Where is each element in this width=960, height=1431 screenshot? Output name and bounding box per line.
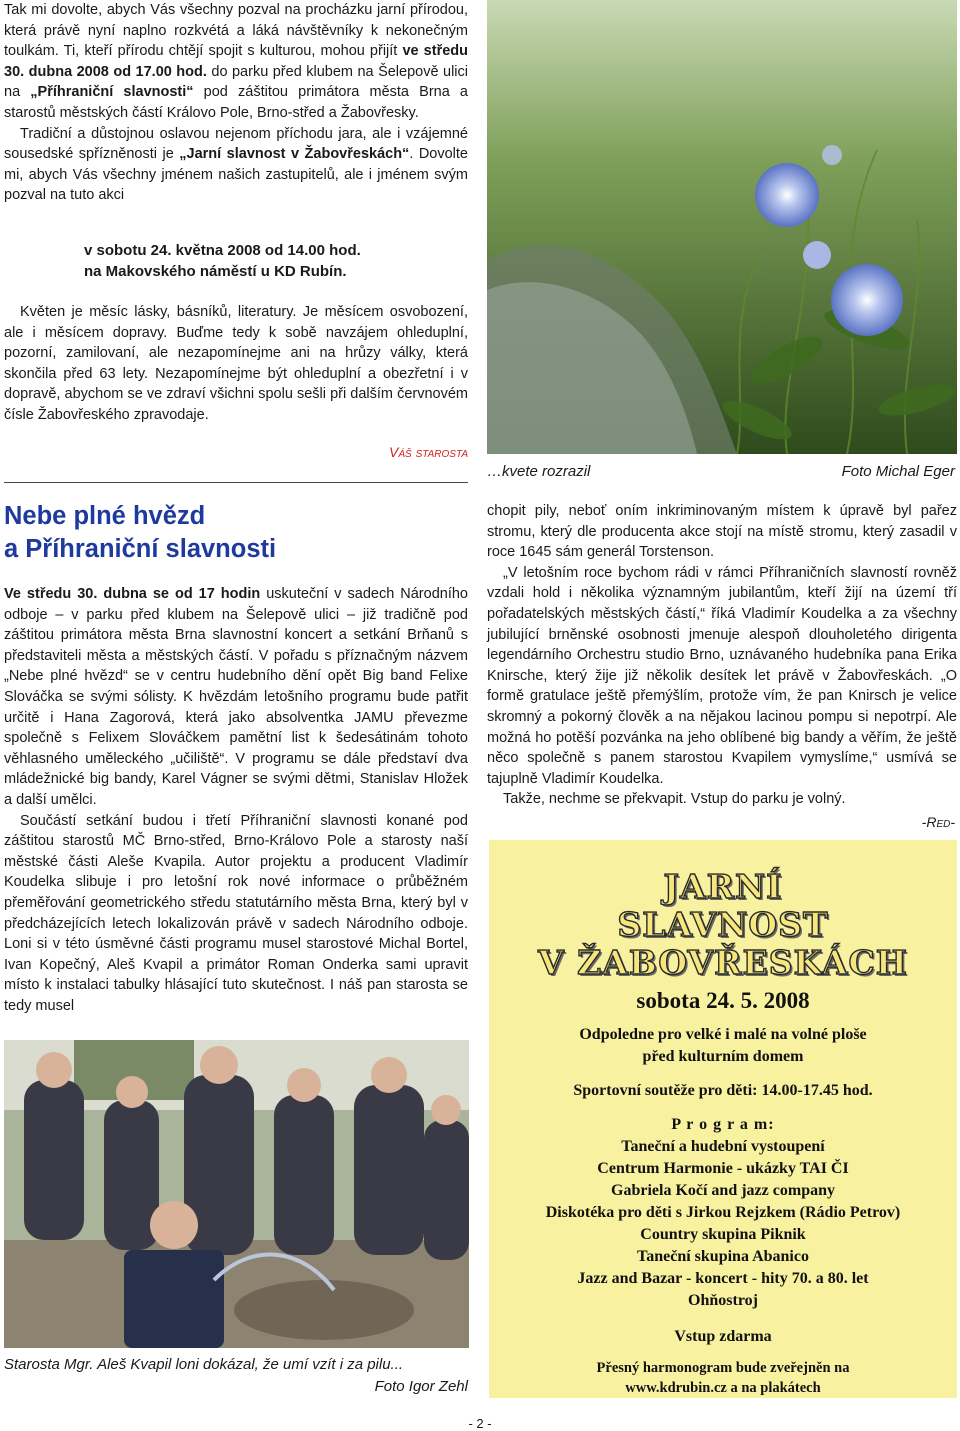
poster-program-item: Taneční a hudební vystoupení (621, 1138, 825, 1155)
article-paragraph-3: chopit pily, neboť oním inkriminovaným místem k úpravě byl pařez stromu, který dle producenta akce stojí na místě stromu, který zasadil v roce 1645 sám generál Torstenson. (487, 503, 957, 561)
article-paragraph-2: Součástí setkání budou i třetí Příhraniční slavnosti konané pod záštitou starostů MČ Brno-střed, Brno-Královo Pole a starosty naší městské části Aleše Kvapila. Autor projektu a producent Vladimír Koudelka slibuje i pro letošní rok nové informace o průběžném přeměřování geometrického středu statutárního města Brna, který byl v předcházejících letech lokalizován právě v sadech Národního odboje. Loni si v této úsměvné části programu musel starostové Michal Bortel, Ivan Kopečný, Aleš Kvapil a primátor Roman Onderka sami upravit místo k instalaci tabulky hlásající tuto skutečnost. I náš pan starosta se tedy musel (4, 812, 468, 1014)
intro-date-highlight: ve středu 30. dubna 2008 od 17.00 hod. (4, 43, 468, 80)
meeting-place: na Makovského náměstí u KD Rubín. (84, 263, 347, 280)
poster-info-1: Odpoledne pro velké i malé na volné ploše (579, 1026, 867, 1043)
intro-event-name-2: „Jarní slavnost v Žabovřeskách“ (179, 146, 410, 163)
poster-date: sobota 24. 5. 2008 (636, 988, 810, 1013)
article-text-left (4, 584, 468, 1016)
page-number: - 2 - (468, 1416, 492, 1431)
intro-paragraph-2: Tradiční a důstojnou oslavou nejenom příchodu jara, ale i vzájemné sousedské spřízněnosti je „Jarní slavnost v Žabovřeskách“. Dovolte mi, abych Vás všechny jménem našich zastupitelů, ale i jménem svým pozval na tuto akci (4, 125, 468, 204)
poster-title-line-1: JARNÍ (663, 867, 783, 906)
flower-caption: …kvete rozrazil (487, 463, 591, 480)
article-headline (4, 500, 468, 566)
poster-program-item: Centrum Harmonie - ukázky TAI ČI (597, 1160, 849, 1177)
poster-program-item: Gabriela Kočí and jazz company (611, 1182, 835, 1199)
intro-event-name: „Příhraniční slavnosti“ (30, 84, 194, 101)
poster-sport: Sportovní soutěže pro děti: 14.00-17.45 hod. (573, 1082, 873, 1099)
poster-program-item: Diskotéka pro děti s Jirkou Rejzkem (Rádio Petrov) (545, 1204, 901, 1221)
people-photo-credit: Foto Igor Zehl (374, 1378, 468, 1395)
poster-footer-1: Přesný harmonogram bude zveřejněn na (596, 1360, 850, 1376)
poster-program-item: Taneční skupina Abanico (637, 1248, 809, 1265)
meeting-date: v sobotu 24. května 2008 od 14.00 hod. (84, 242, 361, 259)
article-paragraph-5: Takže, nechme se překvapit. Vstup do parku je volný. (503, 791, 846, 808)
meeting-info (84, 240, 484, 282)
article-signature: -Red- (921, 814, 955, 830)
intro-paragraph-1: Tak mi dovolte, abych Vás všechny pozval na procházku jarní přírodou, která právě nyní naplno rozkvétá a láká návštěvníky k nekonečným toulkám. Ti, kteří přírodu chtějí spojit s kulturou, mohou přijít ve středu 30. dubna 2008 od 17.00 hod. do parku před klubem na Šelepově ulici na „Příhraniční slavnosti“ pod záštitou primátora města Brna a starostů městských částí Královo Pole, Brno-střed a Žabovřesky. (4, 2, 468, 121)
poster-title-line-2: SLAVNOST (617, 905, 829, 944)
flower-photo-credit: Foto Michal Eger (841, 463, 955, 480)
poster-program-item: Ohňostroj (688, 1292, 758, 1309)
headline-line-1: Nebe plné hvězd (4, 502, 206, 530)
poster-title-line-3: V ŽABOVŘESKÁCH (538, 943, 908, 982)
article-text-right (487, 501, 957, 810)
mayor-signature: Váš starosta (389, 444, 468, 460)
flower-photo (487, 0, 957, 454)
poster-info-2: před kulturním domem (642, 1048, 804, 1065)
poster-program-item: Country skupina Piknik (640, 1226, 806, 1243)
people-caption: Starosta Mgr. Aleš Kvapil loni dokázal, že umí vzít i za pilu... (4, 1356, 404, 1373)
intro-text (4, 0, 468, 206)
article-paragraph-1: Ve středu 30. dubna se od 17 hodin uskuteční v sadech Národního odboje – v parku před klubem na Šelepově ulici – již tradičně pod záštitou primátora města Brna slavnostní koncert a setkání Brňanů s představiteli města a městských částí. V pořadu s příznačným názvem „Nebe plné hvězd“ se v centru hudebního dění opět Big band Felixe Slováčka se svými sólisty. K hvězdám letošního programu bude patřit určitě i Hana Zagorová, která jako absolventka JAMU převezme společně s Felixem Slováčkem pamětní list k šedesátinám tohoto věhlasného uměleckého „učiliště“. V programu se dále představí dva mládežnické big bandy, Karel Vágner se svými dětmi, Stanislav Hložek a další umělci. (4, 586, 468, 808)
event-poster (489, 840, 957, 1398)
poster-program-item: Jazz and Bazar - koncert - hity 70. a 80. let (577, 1270, 869, 1287)
poster-program-label: P r o g r a m: (671, 1116, 775, 1133)
poster-entry: Vstup zdarma (674, 1328, 772, 1345)
people-photo (4, 1040, 469, 1348)
poster-footer-2: www.kdrubin.cz a na plakátech (625, 1380, 821, 1396)
article-paragraph-4: „V letošním roce bychom rádi v rámci Příhraničních slavností rovněž vzdali hold i několika významným jubilantům, kteří žijí na území tří pořadatelských městských částí,“ říká Vladimír Koudelka a za všechny jubilující brněnské osobnosti jmenuje alespoň dlouholetého dirigenta legendárního Orchestru studio Brno, uznávaného hudebníka pana Erika Knirsche, který žije již několik desítek let právě v Žabovřeskách. „O formě gratulace ještě přemýšlím, protože vím, že pan Knirsch je velice skromný a pokorný člověk a na nějakou lacinou pompu si nepotrpí. Ale možná ho potěší pozvánka na jeho oblíbené big bandy a věřím, že ještě něco společně s panem starostou Kvapilem vymyslíme,“ usmívá se tajuplně Vladimír Koudelka. (487, 564, 957, 787)
headline-line-2: a Příhraniční slavnosti (4, 535, 277, 563)
divider (4, 482, 468, 483)
intro-text-2 (4, 302, 468, 426)
intro-paragraph-3: Květen je měsíc lásky, básníků, literatury. Je měsícem osvobození, ale i měsícem dopravy. Buďme tedy k sobě navzájem ohleduplní, pozorní, zamilovaní, ale nezapomínejme ani na hrůzy války, která skončila před 63 lety. Nezapomínejme být ohleduplní a obezřetní i v dopravě, abychom se ve zdraví všichni spolu sešli při dalším červnovém čísle Žabovřeského zpravodaje. (4, 304, 468, 423)
